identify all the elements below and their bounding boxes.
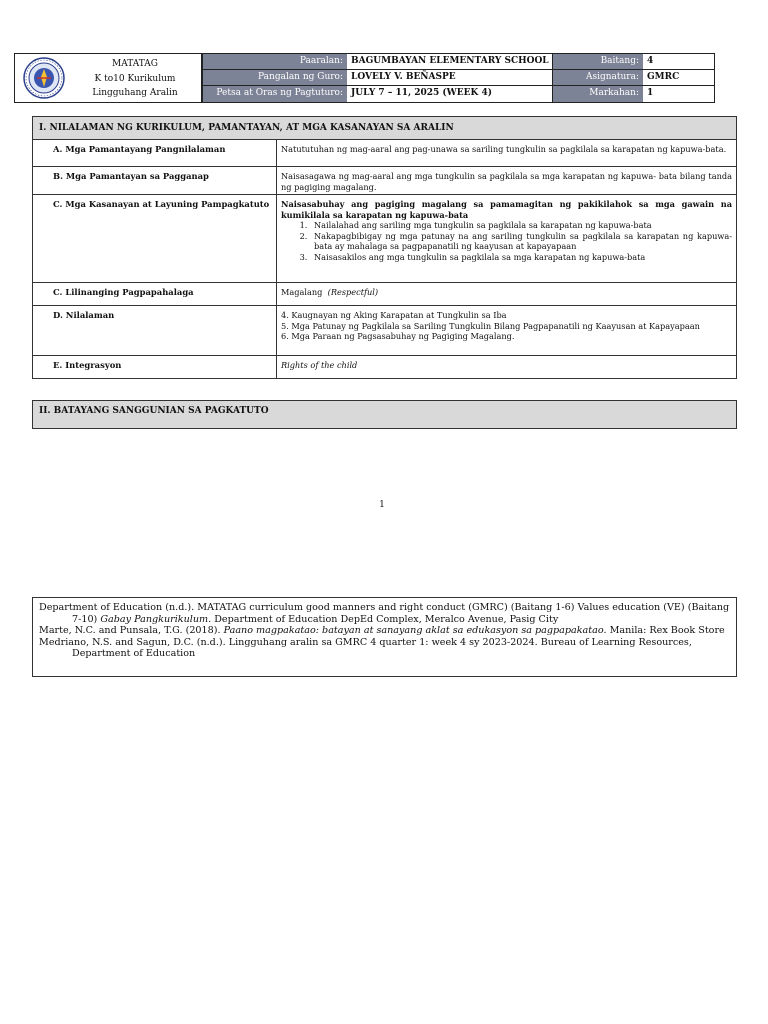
table-row <box>33 195 736 283</box>
table-row <box>33 283 736 306</box>
section1-title: I. NILALAMAN NG KURIKULUM, PAMANTAYAN, AT MGA KASANAYAN SA ARALIN <box>32 116 737 140</box>
row-label: A. Mga Pamantayang Pangnilalaman <box>33 140 277 166</box>
row-label: C. Lilinanging Pagpapahalaga <box>33 283 277 305</box>
page-number: 1 <box>379 500 385 510</box>
objectives-list <box>281 220 732 262</box>
list-item: 6. Mga Paraan ng Pagsasabuhay ng Pagiging Magalang. <box>281 331 515 341</box>
date-label: Petsa at Oras ng Pagtuturo: <box>203 86 347 102</box>
reference-text: Department of Education (n.d.). MATATAG curriculum good manners and right conduct (GMRC) (Baitang 1-6) Values education (VE) (Baitang 7-10) <box>39 602 730 625</box>
school-value: BAGUMBAYAN ELEMENTARY SCHOOL <box>347 54 553 70</box>
document-type: Lingguhang Aralin <box>92 88 178 98</box>
row-content: Rights of the child <box>281 360 358 370</box>
content-list <box>281 310 732 342</box>
list-item: 2. Nakapagbibigay ng mga patunay na ang sariling tungkulin sa pagkilala sa karapatan ng kapuwa-bata ay mahalaga sa pagpapanatili ng kaayusan at kapayapaan <box>310 231 732 252</box>
row-content: Natututuhan ng mag-aaral ang pag-unawa sa sariling tungkulin sa pagkilala sa karapatan ng kapuwa-bata. <box>281 144 727 154</box>
references-box <box>32 597 737 677</box>
reference-item <box>39 602 730 625</box>
reference-title: Paano magpakatao: batayan at sanayang aklat sa edukasyon sa pagpapakatao. <box>223 625 607 637</box>
teacher-value: LOVELY V. BEÑASPE <box>347 70 553 86</box>
header-identity-text <box>67 57 203 101</box>
table-row <box>33 140 736 167</box>
curriculum-name: K to10 Kurikulum <box>94 73 176 84</box>
date-value: JULY 7 – 11, 2025 (WEEK 4) <box>347 86 553 102</box>
quarter-value: 1 <box>643 86 714 102</box>
list-item: 5. Mga Patunay ng Pagkilala sa Sariling Tungkulin Bilang Pagpapanatili ng Kaayusan at Kapayapaan <box>281 320 700 331</box>
reference-text: Marte, N.C. and Punsala, T.G. (2018). <box>39 625 224 637</box>
row-content <box>277 283 736 298</box>
reference-item <box>39 625 730 637</box>
objective-lead: Naisasabuhay ang pagiging magalang sa pamamagitan ng pakikilahok sa mga gawain na kumikilala sa karapatan ng kapuwa-bata <box>281 199 732 220</box>
row-label: E. Integrasyon <box>33 356 277 379</box>
grade-value: 4 <box>643 54 714 70</box>
list-item: 3. Naisasakilos ang mga tungkulin sa pagkilala sa mga karapatan ng kapuwa-bata <box>310 252 732 263</box>
row-content: Naisasagawa ng mag-aaral ang mga tungkulin sa pagkilala sa mga karapatan ng kapuwa- bata bilang tanda ng pagiging magalang. <box>281 171 732 192</box>
reference-title: Gabay Pangkurikulum. <box>100 613 212 625</box>
header-identity-box <box>14 53 202 103</box>
teacher-label: Pangalan ng Guro: <box>203 70 347 86</box>
table-row <box>33 306 736 356</box>
value-name: Magalang <box>281 287 323 297</box>
row-content <box>277 306 736 342</box>
row-label: C. Mga Kasanayan at Layuning Pampagkatuto <box>33 195 277 282</box>
reference-text: Department of Education DepEd Complex, Meralco Avenue, Pasig City <box>211 613 559 625</box>
header-info-grid <box>202 53 715 103</box>
row-label: B. Mga Pamantayan sa Pagganap <box>33 167 277 194</box>
deped-seal-icon <box>23 57 65 99</box>
reference-item: Medriano, N.S. and Sagun, D.C. (n.d.). Lingguhang aralin sa GMRC 4 quarter 1: week 4 sy 2023-2024. Bureau of Learning Resources, Department of Education <box>39 636 692 660</box>
list-item: 1. Nailalahad ang sariling mga tungkulin sa pagkilala sa karapatan ng kapuwa-bata <box>310 220 732 231</box>
list-item: 4. Kaugnayan ng Aking Karapatan at Tungkulin sa Iba <box>281 310 507 320</box>
grade-label: Baitang: <box>553 54 643 70</box>
value-translation: (Respectful) <box>327 287 379 297</box>
grid-divider <box>203 85 714 86</box>
subject-label: Asignatura: <box>553 70 643 86</box>
section1-table <box>32 140 737 379</box>
subject-value: GMRC <box>643 70 714 86</box>
quarter-label: Markahan: <box>553 86 643 102</box>
reference-text: Manila: Rex Book Store <box>606 625 725 637</box>
grid-divider <box>203 69 714 70</box>
school-label: Paaralan: <box>203 54 347 70</box>
section2-title: II. BATAYANG SANGGUNIAN SA PAGKATUTO <box>32 400 737 429</box>
table-row <box>33 167 736 195</box>
program-name: MATATAG <box>112 59 158 69</box>
row-label: D. Nilalaman <box>33 306 277 355</box>
row-content <box>277 195 736 262</box>
table-row <box>33 356 736 379</box>
